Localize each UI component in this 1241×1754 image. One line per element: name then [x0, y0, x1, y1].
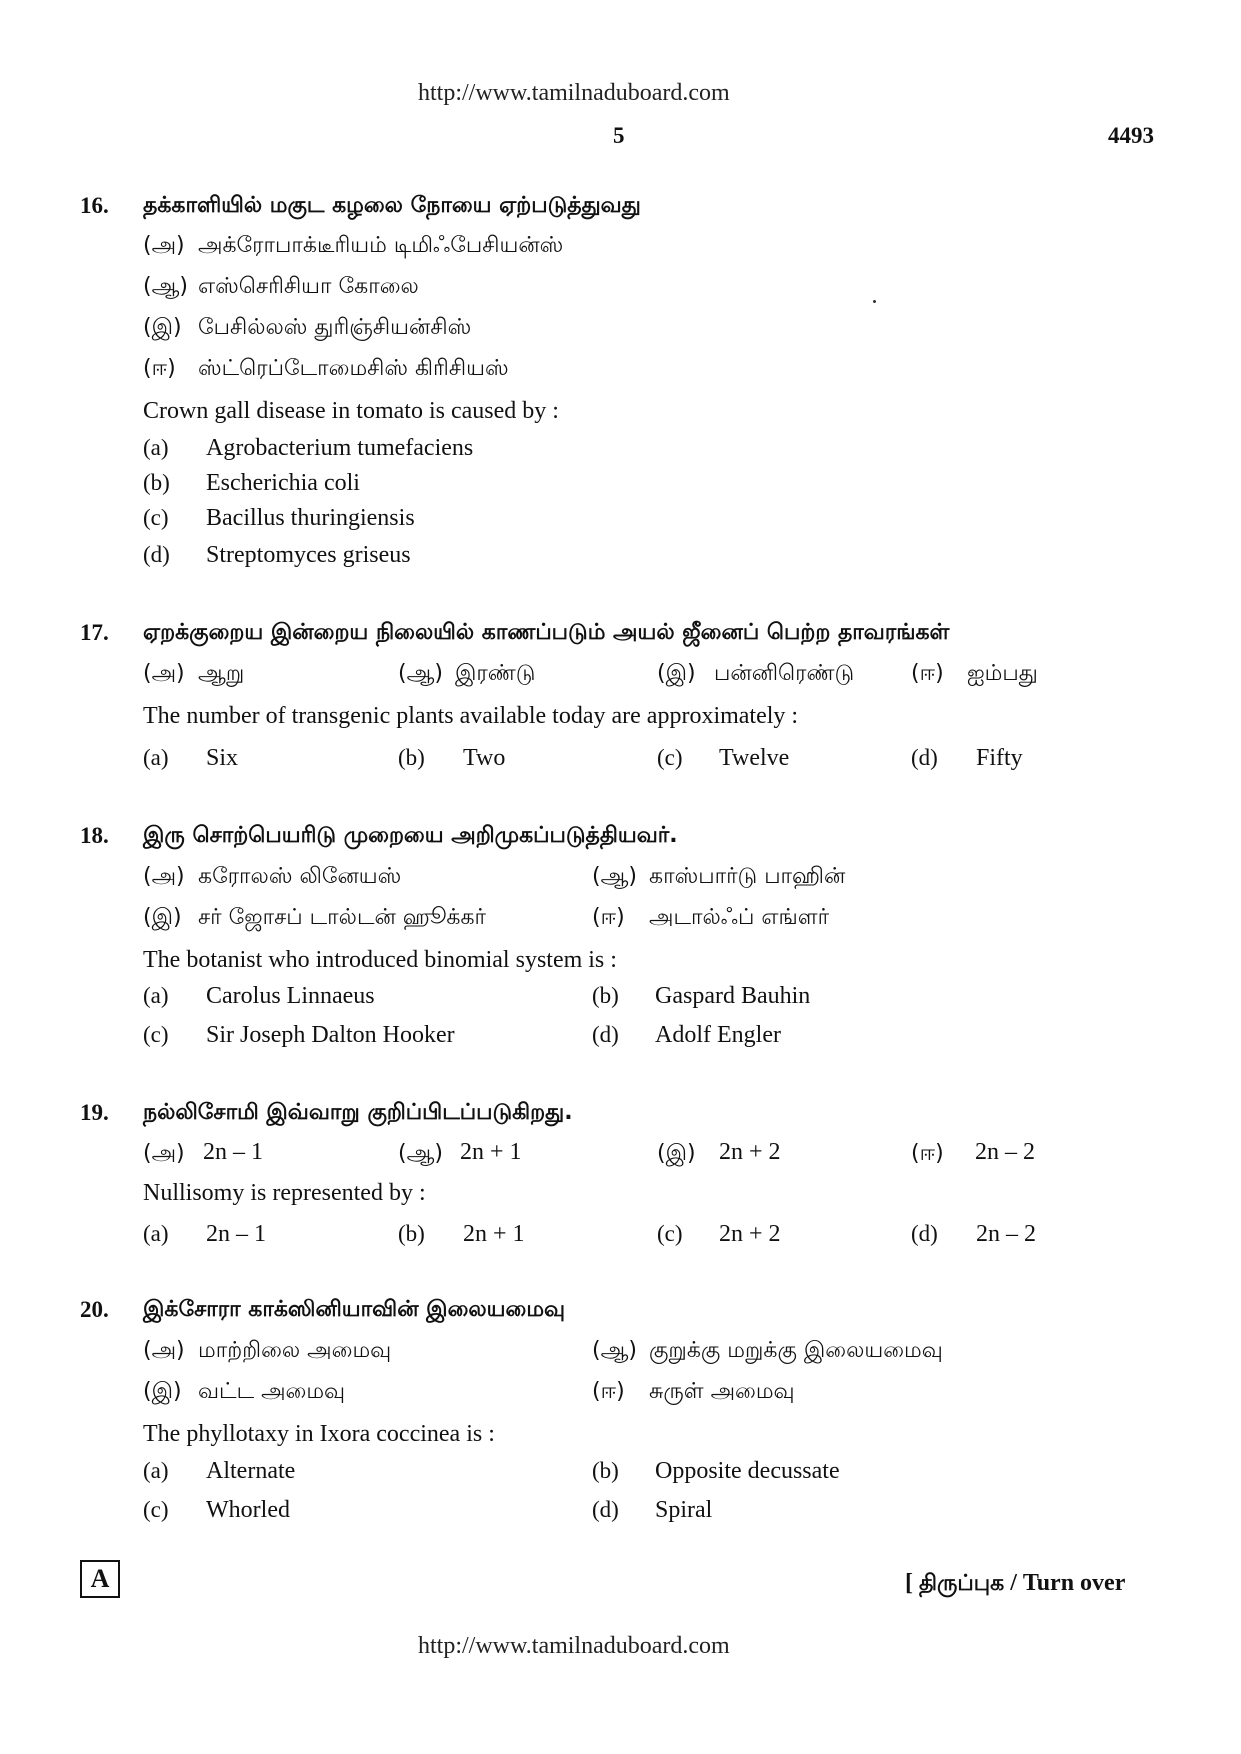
english-option-marker: (d)	[592, 1497, 619, 1522]
english-option-marker: (d)	[911, 745, 938, 770]
question-text-tamil: ஏறக்குறைய இன்றைய நிலையில் காணப்படும் அயல் ஜீனைப் பெற்ற தாவரங்கள்	[143, 620, 950, 645]
tamil-option-text: எஸ்செரிசியா கோலை	[198, 274, 419, 299]
tamil-option-text: பேசில்லஸ் துரிஞ்சியன்சிஸ்	[198, 315, 472, 340]
english-option-text: 2n – 2	[976, 1221, 1036, 1247]
question-number: 16.	[80, 193, 109, 218]
english-option-text: Gaspard Bauhin	[655, 983, 811, 1009]
question-text-tamil: இரு சொற்பெயரிடு முறையை அறிமுகப்படுத்தியவர்.	[143, 823, 678, 848]
english-option-marker: (c)	[657, 745, 683, 770]
question-text-english: The botanist who introduced binomial system is :	[143, 947, 617, 973]
version-box: A	[80, 1560, 120, 1598]
english-option-text: Bacillus thuringiensis	[206, 505, 415, 531]
tamil-option-text: ஐம்பது	[967, 661, 1038, 686]
english-option-text: Escherichia coli	[206, 470, 360, 496]
header-url: http://www.tamilnaduboard.com	[418, 80, 730, 106]
tamil-option-text: குறுக்கு மறுக்கு இலையமைவு	[649, 1338, 943, 1363]
english-option-text: Sir Joseph Dalton Hooker	[206, 1022, 455, 1048]
print-speck	[873, 300, 876, 303]
english-option-text: Fifty	[976, 745, 1023, 771]
tamil-option-text: அக்ரோபாக்டீரியம் டிமிஃபேசியன்ஸ்	[198, 233, 564, 258]
question-text-tamil: தக்காளியில் மகுட கழலை நோயை ஏற்படுத்துவது	[143, 193, 641, 218]
english-option-text: 2n – 1	[206, 1221, 266, 1247]
english-option-text: Six	[206, 745, 239, 771]
tamil-option-text: கரோலஸ் லினேயஸ்	[198, 864, 402, 889]
footer-url: http://www.tamilnaduboard.com	[418, 1633, 730, 1659]
english-option-text: Agrobacterium tumefaciens	[206, 435, 474, 461]
tamil-option-text: பன்னிரெண்டு	[714, 661, 855, 686]
tamil-option-marker: (இ)	[143, 315, 182, 340]
tamil-option-text: 2n – 1	[203, 1139, 263, 1165]
english-option-marker: (a)	[143, 745, 169, 770]
question-text-tamil: நல்லிசோமி இவ்வாறு குறிப்பிடப்படுகிறது.	[143, 1100, 573, 1125]
english-option-marker: (a)	[143, 1458, 169, 1483]
english-option-marker: (b)	[143, 470, 170, 495]
tamil-option-text: அடால்ஃப் எங்ளர்	[649, 905, 830, 930]
english-option-marker: (c)	[143, 1497, 169, 1522]
english-option-marker: (c)	[657, 1221, 683, 1246]
tamil-option-text: 2n + 1	[460, 1139, 522, 1165]
tamil-option-marker: (அ)	[143, 864, 185, 889]
question-number: 20.	[80, 1297, 109, 1322]
tamil-option-marker: (அ)	[143, 661, 185, 686]
english-option-marker: (d)	[592, 1022, 619, 1047]
tamil-option-marker: (அ)	[143, 1338, 185, 1363]
english-option-text: Spiral	[655, 1497, 713, 1523]
tamil-option-text: 2n – 2	[975, 1139, 1035, 1165]
tamil-option-marker: (இ)	[143, 1379, 182, 1404]
english-option-text: Two	[463, 745, 506, 771]
english-option-marker: (c)	[143, 505, 169, 530]
turn-over-separator: /	[1010, 1570, 1017, 1596]
english-option-text: 2n + 1	[463, 1221, 525, 1247]
paper-code: 4493	[1108, 123, 1154, 148]
tamil-option-marker: (ஈ)	[143, 356, 176, 381]
english-option-text: Streptomyces griseus	[206, 542, 411, 568]
english-option-text: Carolus Linnaeus	[206, 983, 375, 1009]
english-option-marker: (d)	[911, 1221, 938, 1246]
question-text-english: The phyllotaxy in Ixora coccinea is :	[143, 1421, 495, 1447]
english-option-marker: (b)	[592, 1458, 619, 1483]
question-number: 17.	[80, 620, 109, 645]
english-option-marker: (b)	[592, 983, 619, 1008]
tamil-option-marker: (ஈ)	[592, 905, 625, 930]
tamil-option-marker: (இ)	[143, 905, 182, 930]
english-option-text: 2n + 2	[719, 1221, 781, 1247]
page-number: 5	[613, 123, 625, 148]
tamil-option-text: ஆறு	[198, 661, 245, 686]
question-text-english: Nullisomy is represented by :	[143, 1180, 426, 1206]
question-number: 19.	[80, 1100, 109, 1125]
english-option-text: Whorled	[206, 1497, 290, 1523]
tamil-option-marker: (ஆ)	[592, 1338, 637, 1363]
english-option-marker: (d)	[143, 542, 170, 567]
question-text-tamil: இக்சோரா காக்ஸினியாவின் இலையமைவு	[143, 1297, 566, 1322]
turn-over-tamil: திருப்புக	[919, 1571, 1005, 1596]
english-option-marker: (b)	[398, 745, 425, 770]
turn-over-bracket: [	[905, 1570, 913, 1596]
tamil-option-marker: (இ)	[657, 1141, 696, 1166]
question-number: 18.	[80, 823, 109, 848]
english-option-text: Opposite decussate	[655, 1458, 840, 1484]
english-option-text: Alternate	[206, 1458, 296, 1484]
tamil-option-text: வட்ட அமைவு	[198, 1379, 346, 1404]
tamil-option-text: ஸ்ட்ரெப்டோமைசிஸ் கிரிசியஸ்	[198, 356, 509, 381]
tamil-option-text: மாற்றிலை அமைவு	[198, 1338, 392, 1363]
tamil-option-marker: (ஈ)	[592, 1379, 625, 1404]
tamil-option-text: சர் ஜோசப் டால்டன் ஹூக்கர்	[198, 905, 487, 930]
english-option-marker: (a)	[143, 983, 169, 1008]
tamil-option-text: 2n + 2	[719, 1139, 781, 1165]
english-option-marker: (a)	[143, 1221, 169, 1246]
tamil-option-marker: (ஈ)	[911, 1141, 944, 1166]
english-option-text: Twelve	[719, 745, 790, 771]
english-option-marker: (a)	[143, 435, 169, 460]
tamil-option-marker: (ஆ)	[398, 661, 443, 686]
tamil-option-marker: (ஈ)	[911, 661, 944, 686]
tamil-option-marker: (இ)	[657, 661, 696, 686]
question-text-english: Crown gall disease in tomato is caused by :	[143, 398, 559, 424]
question-text-english: The number of transgenic plants available today are approximately :	[143, 703, 799, 729]
tamil-option-marker: (அ)	[143, 233, 185, 258]
tamil-option-marker: (ஆ)	[143, 274, 188, 299]
turn-over-note	[905, 1570, 1125, 1599]
tamil-option-text: இரண்டு	[455, 661, 536, 686]
english-option-text: Adolf Engler	[655, 1022, 781, 1048]
tamil-option-marker: (ஆ)	[398, 1141, 443, 1166]
english-option-marker: (b)	[398, 1221, 425, 1246]
tamil-option-marker: (ஆ)	[592, 864, 637, 889]
turn-over-english: Turn over	[1022, 1570, 1126, 1596]
tamil-option-marker: (அ)	[143, 1141, 185, 1166]
tamil-option-text: காஸ்பார்டு பாஹின்	[649, 864, 846, 889]
tamil-option-text: சுருள் அமைவு	[649, 1379, 795, 1404]
english-option-marker: (c)	[143, 1022, 169, 1047]
